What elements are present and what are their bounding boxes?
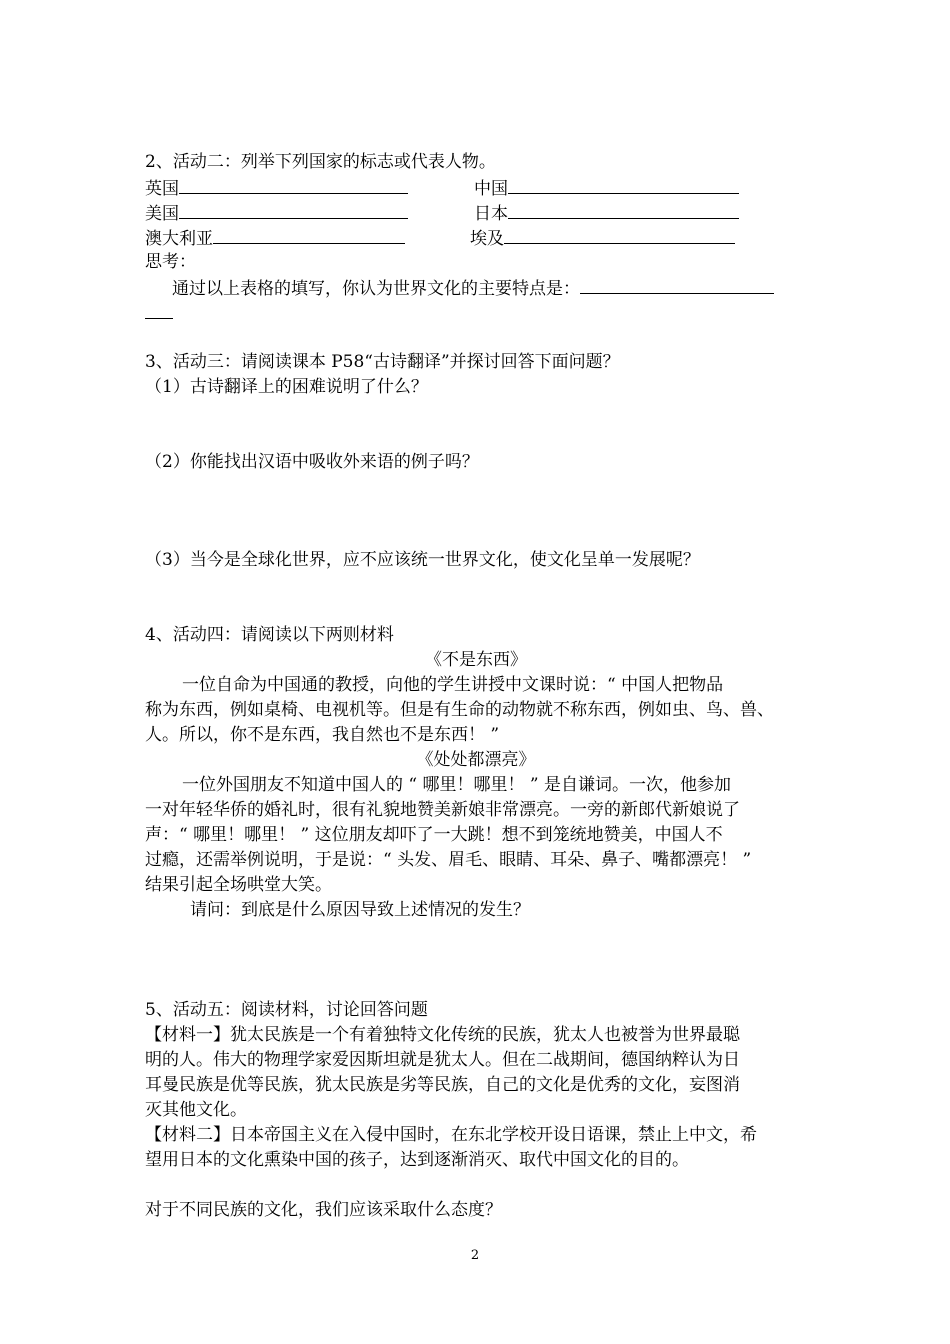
country-egypt: 埃及	[470, 229, 504, 249]
story1-line-2: 称为东西，例如桌椅、电视机等。但是有生命的动物就不称东西，例如虫、鸟、兽、	[145, 700, 774, 720]
activity3-q1: （1）古诗翻译上的困难说明了什么？	[145, 377, 428, 397]
story2-line-3: 声：“ 哪里！哪里！ ” 这位朋友却吓了一大跳！想不到笼统地赞美，中国人不	[145, 825, 723, 845]
story1-title: 《不是东西》	[425, 650, 527, 670]
country-row-3	[145, 225, 405, 251]
blank-china[interactable]	[508, 175, 739, 194]
country-row-3b	[470, 225, 735, 251]
think-line	[172, 275, 774, 301]
story1-line-3: 人。所以，你不是东西，我自然也不是东西！ ”	[145, 725, 500, 745]
activity4-heading: 4、活动四：请阅读以下两则材料	[145, 625, 394, 645]
material2-line-2: 望用日本的文化熏染中国的孩子，达到逐渐消灭、取代中国文化的目的。	[145, 1150, 689, 1170]
blank-usa[interactable]	[179, 200, 408, 219]
material1-line-1: 【材料一】犹太民族是一个有着独特文化传统的民族，犹太人也被誉为世界最聪	[145, 1025, 740, 1045]
country-china: 中国	[474, 179, 508, 199]
country-row-2b	[474, 200, 739, 226]
story2-title: 《处处都漂亮》	[416, 750, 536, 770]
material1-line-3: 耳曼民族是优等民族，犹太民族是劣等民族，自己的文化是优秀的文化，妄图消	[145, 1075, 740, 1095]
country-row-2	[145, 200, 408, 226]
think-blank-cont	[145, 300, 173, 326]
country-uk: 英国	[145, 179, 179, 199]
blank-uk[interactable]	[179, 175, 408, 194]
material1-line-2: 明的人。伟大的物理学家爱因斯坦就是犹太人。但在二战期间，德国纳粹认为日	[145, 1050, 740, 1070]
country-japan: 日本	[474, 204, 508, 224]
page-number: 2	[470, 1248, 480, 1263]
country-row-1b	[474, 175, 739, 201]
material1-line-4: 灭其他文化。	[145, 1100, 247, 1120]
story2-line-2: 一对年轻华侨的婚礼时，很有礼貌地赞美新娘非常漂亮。一旁的新郎代新娘说了	[145, 800, 740, 820]
activity3-q2: （2）你能找出汉语中吸收外来语的例子吗？	[145, 452, 479, 472]
think-label: 思考：	[145, 252, 196, 272]
activity4-question: 请问：到底是什么原因导致上述情况的发生？	[190, 900, 530, 920]
activity5-question: 对于不同民族的文化，我们应该采取什么态度？	[145, 1200, 502, 1220]
story1-line-1: 一位自命为中国通的教授，向他的学生讲授中文课时说：“ 中国人把物品	[182, 675, 724, 695]
blank-egypt[interactable]	[504, 225, 735, 244]
material2-line-1: 【材料二】日本帝国主义在入侵中国时，在东北学校开设日语课，禁止上中文，希	[145, 1125, 757, 1145]
country-australia: 澳大利亚	[145, 229, 213, 249]
activity3-q3: （3）当今是全球化世界，应不应该统一世界文化，使文化呈单一发展呢？	[145, 550, 700, 570]
think-blank-2[interactable]	[145, 300, 173, 319]
activity5-heading: 5、活动五：阅读材料，讨论回答问题	[145, 1000, 428, 1020]
story2-line-4: 过瘾，还需举例说明，于是说：“ 头发、眉毛、眼睛、耳朵、鼻子、嘴都漂亮！ ”	[145, 850, 752, 870]
activity2-heading: 2、活动二：列举下列国家的标志或代表人物。	[145, 152, 496, 172]
think-blank[interactable]	[580, 275, 774, 294]
country-row-1	[145, 175, 408, 201]
country-usa: 美国	[145, 204, 179, 224]
think-text: 通过以上表格的填写，你认为世界文化的主要特点是：	[172, 279, 580, 299]
story2-line-5: 结果引起全场哄堂大笑。	[145, 875, 332, 895]
story2-line-1: 一位外国朋友不知道中国人的 “ 哪里！哪里！ ” 是自谦词。一次，他参加	[182, 775, 731, 795]
blank-japan[interactable]	[508, 200, 739, 219]
activity3-heading: 3、活动三：请阅读课本 P58“古诗翻译”并探讨回答下面问题？	[145, 352, 620, 372]
blank-australia[interactable]	[213, 225, 405, 244]
